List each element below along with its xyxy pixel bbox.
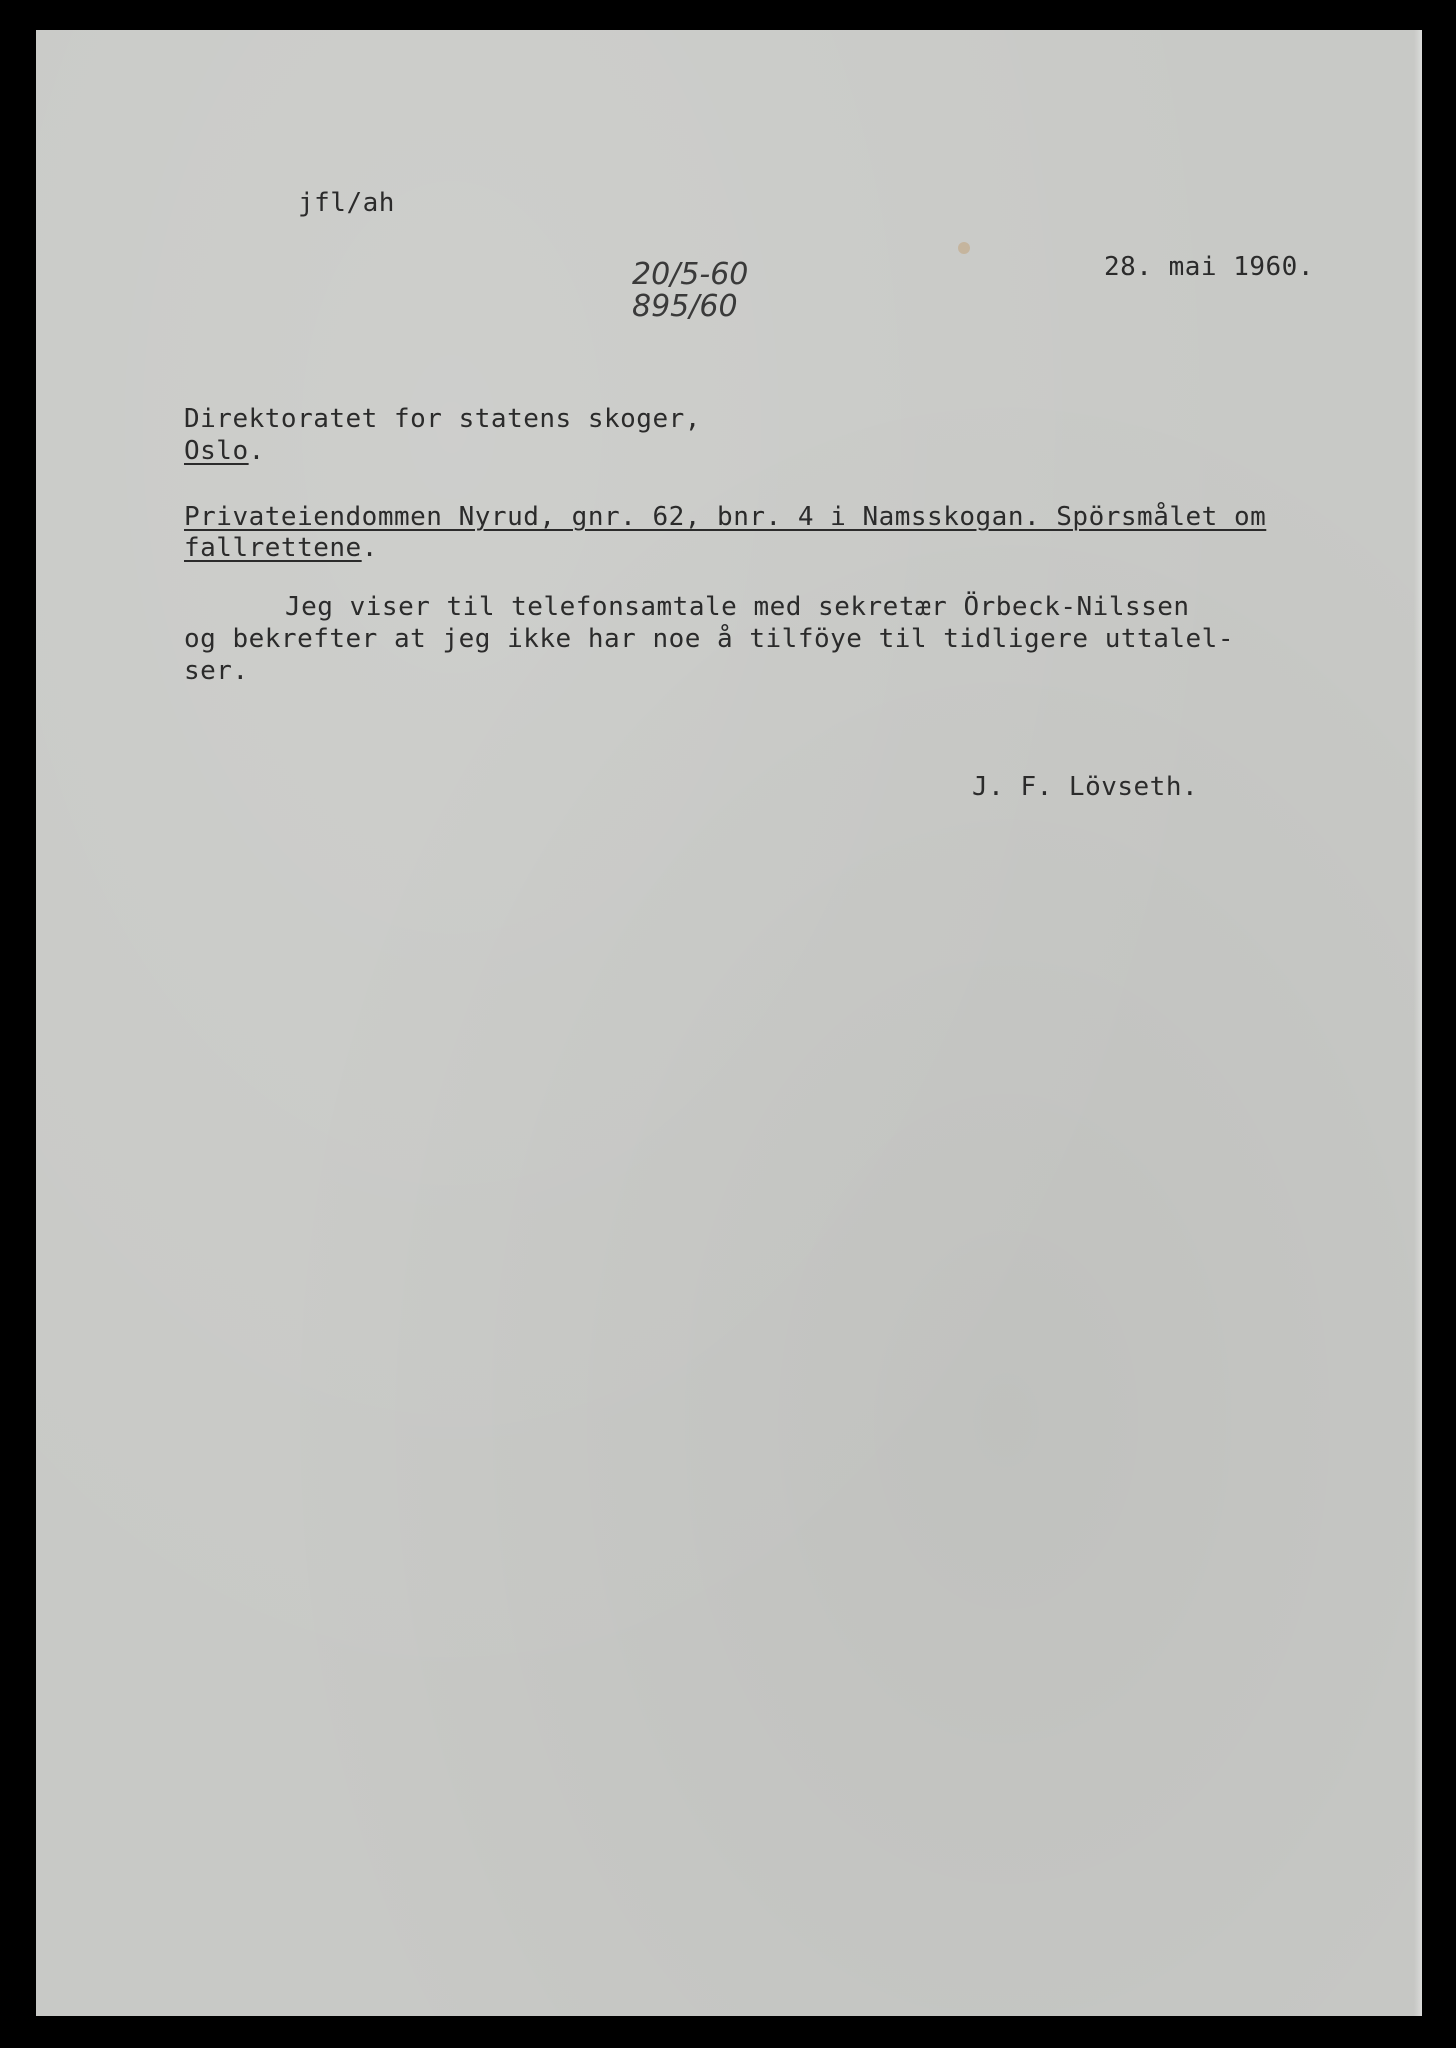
subject-line-1: Privateiendommen Nyrud, gnr. 62, bnr. 4 i Namsskogan. Spörsmålet om [184,502,1267,532]
paper-stain [958,242,970,254]
recipient-city: Oslo [184,436,249,466]
body-line-3: ser. [184,656,249,686]
subject-line-2: fallrettene [184,533,362,563]
subject-line-2-punct: . [361,533,378,563]
letter-date: 28. mai 1960. [1104,252,1314,282]
body-line-2: og bekrefter at jeg ikke har noe å tilföye til tidligere uttalel- [184,624,1234,654]
signature: J. F. Lövseth. [972,772,1199,802]
letter-page [36,30,1422,2016]
handwritten-date: 20/5-60 [632,257,749,292]
subject-line-2-wrap [184,533,378,564]
recipient-name: Direktoratet for statens skoger, [184,404,701,434]
recipient-city-punct: . [248,436,265,466]
page-edge [1414,30,1422,2016]
body-line-1: Jeg viser til telefonsamtale med sekretær Örbeck-Nilssen [285,592,1190,622]
reference-initials: jfl/ah [298,188,395,218]
handwritten-number: 895/60 [632,289,738,324]
recipient-city-line [184,436,265,467]
